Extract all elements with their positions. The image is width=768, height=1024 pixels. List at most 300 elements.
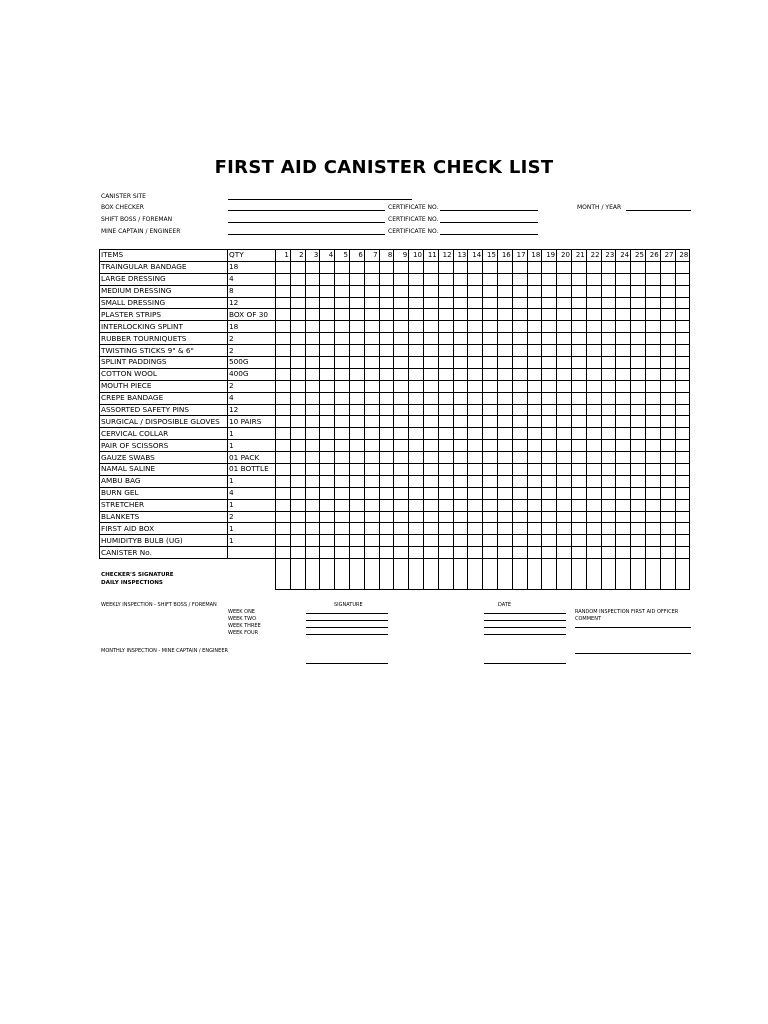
day-check-cell[interactable] <box>290 368 305 380</box>
day-check-cell[interactable] <box>631 416 646 428</box>
day-check-cell[interactable] <box>364 452 379 464</box>
day-check-cell[interactable] <box>453 297 468 309</box>
day-check-cell[interactable] <box>497 285 512 297</box>
day-check-cell[interactable] <box>586 416 601 428</box>
day-check-cell[interactable] <box>660 261 675 273</box>
day-check-cell[interactable] <box>349 547 364 559</box>
day-check-cell[interactable] <box>527 380 542 392</box>
day-check-cell[interactable] <box>497 523 512 535</box>
day-check-cell[interactable] <box>557 440 572 452</box>
day-check-cell[interactable] <box>557 380 572 392</box>
day-check-cell[interactable] <box>364 547 379 559</box>
day-check-cell[interactable] <box>305 499 320 511</box>
day-check-cell[interactable] <box>660 309 675 321</box>
day-check-cell[interactable] <box>542 392 557 404</box>
day-check-cell[interactable] <box>335 440 350 452</box>
day-check-cell[interactable] <box>512 261 527 273</box>
day-check-cell[interactable] <box>675 404 690 416</box>
day-check-cell[interactable] <box>423 285 438 297</box>
day-check-cell[interactable] <box>483 428 498 440</box>
day-check-cell[interactable] <box>468 535 483 547</box>
day-check-cell[interactable] <box>616 357 631 369</box>
day-check-cell[interactable] <box>483 285 498 297</box>
day-check-cell[interactable] <box>305 440 320 452</box>
day-check-cell[interactable] <box>468 357 483 369</box>
day-check-cell[interactable] <box>364 464 379 476</box>
day-check-cell[interactable] <box>571 309 586 321</box>
day-check-cell[interactable] <box>601 440 616 452</box>
day-check-cell[interactable] <box>453 321 468 333</box>
day-check-cell[interactable] <box>527 511 542 523</box>
day-check-cell[interactable] <box>586 487 601 499</box>
day-check-cell[interactable] <box>335 452 350 464</box>
day-check-cell[interactable] <box>320 309 335 321</box>
day-check-cell[interactable] <box>497 452 512 464</box>
day-check-cell[interactable] <box>423 523 438 535</box>
day-check-cell[interactable] <box>423 392 438 404</box>
day-check-cell[interactable] <box>335 392 350 404</box>
day-check-cell[interactable] <box>483 535 498 547</box>
day-check-cell[interactable] <box>468 547 483 559</box>
day-check-cell[interactable] <box>349 535 364 547</box>
day-check-cell[interactable] <box>468 511 483 523</box>
day-check-cell[interactable] <box>483 333 498 345</box>
day-check-cell[interactable] <box>616 511 631 523</box>
day-check-cell[interactable] <box>675 416 690 428</box>
day-check-cell[interactable] <box>320 285 335 297</box>
day-check-cell[interactable] <box>423 368 438 380</box>
day-check-cell[interactable] <box>586 368 601 380</box>
day-check-cell[interactable] <box>497 345 512 357</box>
day-check-cell[interactable] <box>320 535 335 547</box>
day-check-cell[interactable] <box>453 511 468 523</box>
day-check-cell[interactable] <box>645 321 660 333</box>
day-check-cell[interactable] <box>349 404 364 416</box>
day-check-cell[interactable] <box>276 535 291 547</box>
day-check-cell[interactable] <box>631 273 646 285</box>
day-check-cell[interactable] <box>335 285 350 297</box>
day-check-cell[interactable] <box>571 487 586 499</box>
day-check-cell[interactable] <box>631 487 646 499</box>
day-check-cell[interactable] <box>586 404 601 416</box>
mine-captain-field[interactable] <box>228 234 385 235</box>
day-check-cell[interactable] <box>379 285 394 297</box>
day-check-cell[interactable] <box>675 523 690 535</box>
day-check-cell[interactable] <box>557 523 572 535</box>
day-check-cell[interactable] <box>645 368 660 380</box>
day-check-cell[interactable] <box>483 357 498 369</box>
day-check-cell[interactable] <box>512 440 527 452</box>
day-check-cell[interactable] <box>631 511 646 523</box>
day-check-cell[interactable] <box>305 357 320 369</box>
day-check-cell[interactable] <box>571 321 586 333</box>
day-check-cell[interactable] <box>423 261 438 273</box>
day-check-cell[interactable] <box>527 416 542 428</box>
day-check-cell[interactable] <box>542 261 557 273</box>
day-check-cell[interactable] <box>423 273 438 285</box>
day-check-cell[interactable] <box>453 523 468 535</box>
day-check-cell[interactable] <box>645 285 660 297</box>
day-check-cell[interactable] <box>364 309 379 321</box>
day-check-cell[interactable] <box>616 547 631 559</box>
day-check-cell[interactable] <box>631 499 646 511</box>
day-check-cell[interactable] <box>276 380 291 392</box>
day-check-cell[interactable] <box>601 523 616 535</box>
week-three-signature-field[interactable] <box>306 627 388 628</box>
day-check-cell[interactable] <box>512 368 527 380</box>
day-check-cell[interactable] <box>631 333 646 345</box>
day-check-cell[interactable] <box>616 273 631 285</box>
day-check-cell[interactable] <box>468 499 483 511</box>
day-check-cell[interactable] <box>542 368 557 380</box>
day-check-cell[interactable] <box>364 475 379 487</box>
daily-signature-cell[interactable] <box>616 559 631 590</box>
day-check-cell[interactable] <box>616 380 631 392</box>
day-check-cell[interactable] <box>483 321 498 333</box>
day-check-cell[interactable] <box>483 368 498 380</box>
day-check-cell[interactable] <box>483 523 498 535</box>
day-check-cell[interactable] <box>675 452 690 464</box>
day-check-cell[interactable] <box>453 273 468 285</box>
day-check-cell[interactable] <box>423 428 438 440</box>
day-check-cell[interactable] <box>409 452 424 464</box>
day-check-cell[interactable] <box>571 273 586 285</box>
daily-signature-cell[interactable] <box>468 559 483 590</box>
day-check-cell[interactable] <box>497 535 512 547</box>
week-two-date-field[interactable] <box>484 620 566 621</box>
daily-signature-cell[interactable] <box>586 559 601 590</box>
day-check-cell[interactable] <box>438 261 453 273</box>
day-check-cell[interactable] <box>423 547 438 559</box>
day-check-cell[interactable] <box>335 535 350 547</box>
daily-signature-cell[interactable] <box>557 559 572 590</box>
day-check-cell[interactable] <box>468 297 483 309</box>
day-check-cell[interactable] <box>394 523 409 535</box>
day-check-cell[interactable] <box>453 392 468 404</box>
monthly-date-field[interactable] <box>484 663 566 664</box>
day-check-cell[interactable] <box>586 309 601 321</box>
day-check-cell[interactable] <box>453 416 468 428</box>
day-check-cell[interactable] <box>542 333 557 345</box>
day-check-cell[interactable] <box>675 380 690 392</box>
day-check-cell[interactable] <box>364 345 379 357</box>
day-check-cell[interactable] <box>468 523 483 535</box>
day-check-cell[interactable] <box>335 416 350 428</box>
day-check-cell[interactable] <box>586 285 601 297</box>
day-check-cell[interactable] <box>660 452 675 464</box>
day-check-cell[interactable] <box>468 309 483 321</box>
day-check-cell[interactable] <box>468 475 483 487</box>
day-check-cell[interactable] <box>557 273 572 285</box>
day-check-cell[interactable] <box>409 428 424 440</box>
day-check-cell[interactable] <box>645 416 660 428</box>
day-check-cell[interactable] <box>409 535 424 547</box>
day-check-cell[interactable] <box>645 511 660 523</box>
daily-signature-cell[interactable] <box>423 559 438 590</box>
day-check-cell[interactable] <box>305 309 320 321</box>
day-check-cell[interactable] <box>483 464 498 476</box>
day-check-cell[interactable] <box>542 440 557 452</box>
daily-signature-cell[interactable] <box>349 559 364 590</box>
day-check-cell[interactable] <box>453 487 468 499</box>
daily-signature-cell[interactable] <box>320 559 335 590</box>
daily-signature-cell[interactable] <box>290 559 305 590</box>
day-check-cell[interactable] <box>349 523 364 535</box>
day-check-cell[interactable] <box>483 380 498 392</box>
day-check-cell[interactable] <box>645 499 660 511</box>
day-check-cell[interactable] <box>497 547 512 559</box>
day-check-cell[interactable] <box>394 345 409 357</box>
day-check-cell[interactable] <box>379 547 394 559</box>
day-check-cell[interactable] <box>557 368 572 380</box>
day-check-cell[interactable] <box>631 452 646 464</box>
day-check-cell[interactable] <box>631 297 646 309</box>
day-check-cell[interactable] <box>631 523 646 535</box>
day-check-cell[interactable] <box>438 333 453 345</box>
day-check-cell[interactable] <box>527 464 542 476</box>
day-check-cell[interactable] <box>290 428 305 440</box>
day-check-cell[interactable] <box>438 428 453 440</box>
day-check-cell[interactable] <box>631 285 646 297</box>
day-check-cell[interactable] <box>335 511 350 523</box>
day-check-cell[interactable] <box>305 368 320 380</box>
daily-signature-cell[interactable] <box>364 559 379 590</box>
day-check-cell[interactable] <box>453 285 468 297</box>
day-check-cell[interactable] <box>616 345 631 357</box>
day-check-cell[interactable] <box>631 392 646 404</box>
day-check-cell[interactable] <box>512 499 527 511</box>
day-check-cell[interactable] <box>394 333 409 345</box>
day-check-cell[interactable] <box>438 464 453 476</box>
day-check-cell[interactable] <box>379 511 394 523</box>
day-check-cell[interactable] <box>438 547 453 559</box>
day-check-cell[interactable] <box>660 416 675 428</box>
day-check-cell[interactable] <box>349 345 364 357</box>
day-check-cell[interactable] <box>675 464 690 476</box>
day-check-cell[interactable] <box>483 487 498 499</box>
day-check-cell[interactable] <box>453 380 468 392</box>
day-check-cell[interactable] <box>364 357 379 369</box>
day-check-cell[interactable] <box>660 392 675 404</box>
day-check-cell[interactable] <box>527 428 542 440</box>
day-check-cell[interactable] <box>557 285 572 297</box>
day-check-cell[interactable] <box>305 404 320 416</box>
day-check-cell[interactable] <box>631 464 646 476</box>
day-check-cell[interactable] <box>379 523 394 535</box>
day-check-cell[interactable] <box>379 380 394 392</box>
day-check-cell[interactable] <box>379 297 394 309</box>
day-check-cell[interactable] <box>409 464 424 476</box>
day-check-cell[interactable] <box>349 452 364 464</box>
day-check-cell[interactable] <box>335 357 350 369</box>
day-check-cell[interactable] <box>601 333 616 345</box>
day-check-cell[interactable] <box>349 511 364 523</box>
day-check-cell[interactable] <box>645 440 660 452</box>
day-check-cell[interactable] <box>497 357 512 369</box>
day-check-cell[interactable] <box>497 297 512 309</box>
day-check-cell[interactable] <box>379 392 394 404</box>
day-check-cell[interactable] <box>645 547 660 559</box>
daily-signature-cell[interactable] <box>438 559 453 590</box>
day-check-cell[interactable] <box>616 285 631 297</box>
day-check-cell[interactable] <box>453 440 468 452</box>
day-check-cell[interactable] <box>645 475 660 487</box>
day-check-cell[interactable] <box>379 428 394 440</box>
day-check-cell[interactable] <box>527 309 542 321</box>
week-one-date-field[interactable] <box>484 613 566 614</box>
day-check-cell[interactable] <box>542 416 557 428</box>
day-check-cell[interactable] <box>276 404 291 416</box>
day-check-cell[interactable] <box>276 511 291 523</box>
day-check-cell[interactable] <box>409 261 424 273</box>
day-check-cell[interactable] <box>364 404 379 416</box>
day-check-cell[interactable] <box>631 380 646 392</box>
day-check-cell[interactable] <box>394 440 409 452</box>
day-check-cell[interactable] <box>290 273 305 285</box>
day-check-cell[interactable] <box>438 404 453 416</box>
day-check-cell[interactable] <box>571 523 586 535</box>
day-check-cell[interactable] <box>349 440 364 452</box>
day-check-cell[interactable] <box>409 321 424 333</box>
day-check-cell[interactable] <box>364 321 379 333</box>
day-check-cell[interactable] <box>394 404 409 416</box>
day-check-cell[interactable] <box>453 428 468 440</box>
day-check-cell[interactable] <box>512 475 527 487</box>
day-check-cell[interactable] <box>675 297 690 309</box>
box-checker-field[interactable] <box>228 210 385 211</box>
day-check-cell[interactable] <box>305 380 320 392</box>
day-check-cell[interactable] <box>660 404 675 416</box>
day-check-cell[interactable] <box>305 285 320 297</box>
day-check-cell[interactable] <box>453 261 468 273</box>
day-check-cell[interactable] <box>453 475 468 487</box>
daily-signature-cell[interactable] <box>571 559 586 590</box>
day-check-cell[interactable] <box>409 380 424 392</box>
day-check-cell[interactable] <box>394 297 409 309</box>
day-check-cell[interactable] <box>542 499 557 511</box>
day-check-cell[interactable] <box>675 499 690 511</box>
day-check-cell[interactable] <box>335 487 350 499</box>
day-check-cell[interactable] <box>542 297 557 309</box>
day-check-cell[interactable] <box>571 333 586 345</box>
day-check-cell[interactable] <box>631 345 646 357</box>
day-check-cell[interactable] <box>290 261 305 273</box>
day-check-cell[interactable] <box>349 392 364 404</box>
day-check-cell[interactable] <box>660 547 675 559</box>
week-one-signature-field[interactable] <box>306 613 388 614</box>
day-check-cell[interactable] <box>335 368 350 380</box>
day-check-cell[interactable] <box>364 333 379 345</box>
day-check-cell[interactable] <box>512 345 527 357</box>
day-check-cell[interactable] <box>571 464 586 476</box>
day-check-cell[interactable] <box>631 535 646 547</box>
day-check-cell[interactable] <box>586 357 601 369</box>
day-check-cell[interactable] <box>364 416 379 428</box>
day-check-cell[interactable] <box>276 499 291 511</box>
day-check-cell[interactable] <box>631 309 646 321</box>
day-check-cell[interactable] <box>423 487 438 499</box>
day-check-cell[interactable] <box>586 297 601 309</box>
day-check-cell[interactable] <box>394 380 409 392</box>
day-check-cell[interactable] <box>586 380 601 392</box>
day-check-cell[interactable] <box>364 380 379 392</box>
day-check-cell[interactable] <box>453 547 468 559</box>
day-check-cell[interactable] <box>276 333 291 345</box>
day-check-cell[interactable] <box>660 523 675 535</box>
day-check-cell[interactable] <box>438 345 453 357</box>
day-check-cell[interactable] <box>320 511 335 523</box>
day-check-cell[interactable] <box>527 273 542 285</box>
day-check-cell[interactable] <box>483 392 498 404</box>
day-check-cell[interactable] <box>512 487 527 499</box>
day-check-cell[interactable] <box>276 285 291 297</box>
day-check-cell[interactable] <box>379 333 394 345</box>
day-check-cell[interactable] <box>349 499 364 511</box>
day-check-cell[interactable] <box>305 452 320 464</box>
day-check-cell[interactable] <box>468 392 483 404</box>
day-check-cell[interactable] <box>305 547 320 559</box>
day-check-cell[interactable] <box>542 475 557 487</box>
day-check-cell[interactable] <box>409 487 424 499</box>
daily-signature-cell[interactable] <box>409 559 424 590</box>
day-check-cell[interactable] <box>349 428 364 440</box>
day-check-cell[interactable] <box>601 273 616 285</box>
day-check-cell[interactable] <box>364 368 379 380</box>
monthly-signature-field[interactable] <box>306 663 388 664</box>
day-check-cell[interactable] <box>379 345 394 357</box>
day-check-cell[interactable] <box>631 547 646 559</box>
day-check-cell[interactable] <box>675 368 690 380</box>
day-check-cell[interactable] <box>468 428 483 440</box>
day-check-cell[interactable] <box>438 416 453 428</box>
day-check-cell[interactable] <box>320 428 335 440</box>
day-check-cell[interactable] <box>305 464 320 476</box>
day-check-cell[interactable] <box>290 380 305 392</box>
day-check-cell[interactable] <box>409 285 424 297</box>
day-check-cell[interactable] <box>586 547 601 559</box>
day-check-cell[interactable] <box>290 404 305 416</box>
day-check-cell[interactable] <box>423 464 438 476</box>
day-check-cell[interactable] <box>601 464 616 476</box>
day-check-cell[interactable] <box>527 297 542 309</box>
day-check-cell[interactable] <box>468 273 483 285</box>
day-check-cell[interactable] <box>497 380 512 392</box>
day-check-cell[interactable] <box>468 368 483 380</box>
day-check-cell[interactable] <box>557 309 572 321</box>
day-check-cell[interactable] <box>557 321 572 333</box>
day-check-cell[interactable] <box>557 487 572 499</box>
day-check-cell[interactable] <box>660 285 675 297</box>
day-check-cell[interactable] <box>409 416 424 428</box>
day-check-cell[interactable] <box>601 475 616 487</box>
day-check-cell[interactable] <box>364 297 379 309</box>
day-check-cell[interactable] <box>423 499 438 511</box>
day-check-cell[interactable] <box>394 273 409 285</box>
day-check-cell[interactable] <box>660 333 675 345</box>
day-check-cell[interactable] <box>675 273 690 285</box>
day-check-cell[interactable] <box>601 392 616 404</box>
day-check-cell[interactable] <box>276 297 291 309</box>
month-year-field[interactable] <box>626 210 691 211</box>
daily-signature-cell[interactable] <box>660 559 675 590</box>
day-check-cell[interactable] <box>276 416 291 428</box>
day-check-cell[interactable] <box>542 464 557 476</box>
day-check-cell[interactable] <box>290 535 305 547</box>
day-check-cell[interactable] <box>527 321 542 333</box>
day-check-cell[interactable] <box>290 452 305 464</box>
day-check-cell[interactable] <box>320 333 335 345</box>
day-check-cell[interactable] <box>394 487 409 499</box>
